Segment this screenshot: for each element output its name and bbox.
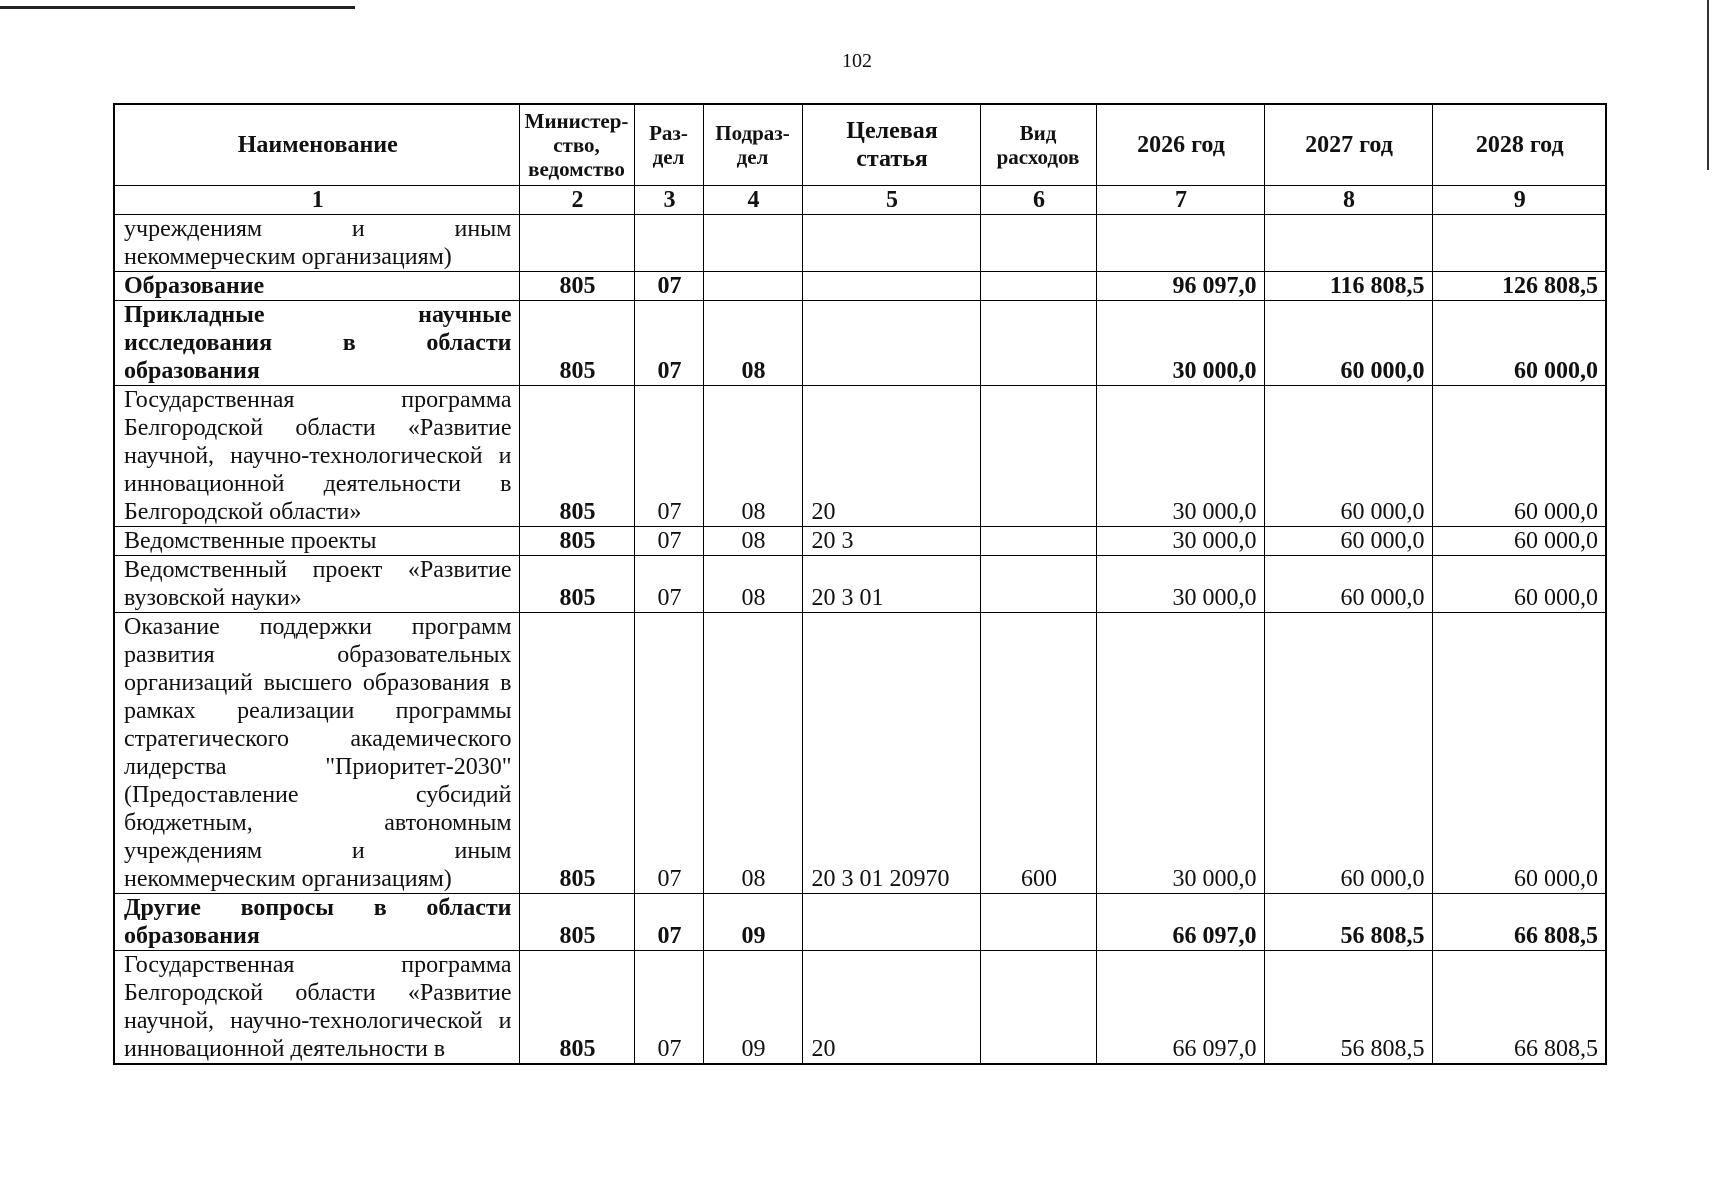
row-name: Государственная программа Белгородской области «Развитие научной, научно-технологической и инновационной деятельности в Белгородской области»: [114, 386, 519, 527]
table-row: [114, 951, 1606, 1065]
row-target-article: 20: [802, 386, 980, 527]
row-2027: 116 808,5: [1264, 272, 1432, 301]
header-expense-type: Вид расходов: [980, 104, 1096, 186]
row-ministry: 805: [519, 894, 634, 951]
row-2026: 30 000,0: [1096, 386, 1264, 527]
row-2026: 96 097,0: [1096, 272, 1264, 301]
row-section: 07: [634, 527, 703, 556]
row-2027: 60 000,0: [1264, 386, 1432, 527]
scan-edge-line-top: [0, 6, 355, 9]
column-number: 6: [980, 186, 1096, 215]
row-section: [634, 215, 703, 272]
column-number: 2: [519, 186, 634, 215]
row-ministry: 805: [519, 272, 634, 301]
header-section: Раз-дел: [634, 104, 703, 186]
row-section: 07: [634, 386, 703, 527]
row-subsection: 09: [703, 894, 802, 951]
table-row: [114, 272, 1606, 301]
row-ministry: 805: [519, 951, 634, 1065]
row-ministry: 805: [519, 556, 634, 613]
row-2027: 60 000,0: [1264, 301, 1432, 386]
row-2028: 60 000,0: [1432, 527, 1606, 556]
row-2026: 66 097,0: [1096, 951, 1264, 1065]
row-name: Государственная программа Белгородской области «Развитие научной, научно-технологической и инновационной деятельности в: [114, 951, 519, 1065]
row-expense-type: [980, 556, 1096, 613]
table-row: [114, 894, 1606, 951]
header-ministry: Министер-ство, ведомство: [519, 104, 634, 186]
header-2026: 2026 год: [1096, 104, 1264, 186]
row-target-article: 20 3: [802, 527, 980, 556]
header-subsection: Подраз-дел: [703, 104, 802, 186]
row-section: 07: [634, 613, 703, 894]
row-2028: 66 808,5: [1432, 951, 1606, 1065]
row-expense-type: [980, 215, 1096, 272]
row-subsection: [703, 215, 802, 272]
row-name: учреждениям и иным некоммерческим организациям): [114, 215, 519, 272]
row-2027: [1264, 215, 1432, 272]
budget-table: [113, 103, 1607, 1065]
row-name: Ведомственные проекты: [114, 527, 519, 556]
row-target-article: [802, 894, 980, 951]
row-2028: 60 000,0: [1432, 386, 1606, 527]
column-number: 5: [802, 186, 980, 215]
column-number: 7: [1096, 186, 1264, 215]
row-2027: 60 000,0: [1264, 527, 1432, 556]
row-ministry: 805: [519, 386, 634, 527]
row-subsection: 08: [703, 301, 802, 386]
row-expense-type: [980, 272, 1096, 301]
row-name: Ведомственный проект «Развитие вузовской науки»: [114, 556, 519, 613]
header-row: [114, 104, 1606, 186]
row-section: 07: [634, 951, 703, 1065]
row-expense-type: [980, 951, 1096, 1065]
row-subsection: 08: [703, 556, 802, 613]
column-number: 4: [703, 186, 802, 215]
table-row: [114, 301, 1606, 386]
row-2027: 60 000,0: [1264, 556, 1432, 613]
column-number: 8: [1264, 186, 1432, 215]
row-target-article: [802, 301, 980, 386]
row-2028: [1432, 215, 1606, 272]
row-name: Прикладные научные исследования в области образования: [114, 301, 519, 386]
row-2027: 60 000,0: [1264, 613, 1432, 894]
row-2026: [1096, 215, 1264, 272]
header-2028: 2028 год: [1432, 104, 1606, 186]
row-2028: 60 000,0: [1432, 556, 1606, 613]
header-name: Наименование: [114, 104, 519, 186]
row-2028: 60 000,0: [1432, 613, 1606, 894]
row-ministry: 805: [519, 301, 634, 386]
row-ministry: 805: [519, 527, 634, 556]
row-ministry: [519, 215, 634, 272]
table-row: [114, 527, 1606, 556]
table-row: [114, 215, 1606, 272]
row-2027: 56 808,5: [1264, 951, 1432, 1065]
row-2026: 30 000,0: [1096, 556, 1264, 613]
table-row: [114, 556, 1606, 613]
row-subsection: [703, 272, 802, 301]
row-2026: 30 000,0: [1096, 527, 1264, 556]
row-subsection: 08: [703, 527, 802, 556]
column-number: 9: [1432, 186, 1606, 215]
row-section: 07: [634, 894, 703, 951]
column-number-row: [114, 186, 1606, 215]
column-number: 3: [634, 186, 703, 215]
header-target-article: Целевая статья: [802, 104, 980, 186]
row-target-article: [802, 272, 980, 301]
row-expense-type: [980, 386, 1096, 527]
row-2026: 30 000,0: [1096, 613, 1264, 894]
row-target-article: [802, 215, 980, 272]
header-2027: 2027 год: [1264, 104, 1432, 186]
row-2028: 66 808,5: [1432, 894, 1606, 951]
row-subsection: 08: [703, 613, 802, 894]
row-section: 07: [634, 301, 703, 386]
table-row: [114, 386, 1606, 527]
row-section: 07: [634, 556, 703, 613]
row-name: Другие вопросы в области образования: [114, 894, 519, 951]
row-expense-type: [980, 894, 1096, 951]
row-name: Оказание поддержки программ развития образовательных организаций высшего образования в рамках реализации программы стратегического академического лидерства "Приоритет-2030" (Предоставление субсидий бюджетным, автономным учреждениям и иным некоммерческим организациям): [114, 613, 519, 894]
row-2028: 60 000,0: [1432, 301, 1606, 386]
row-2027: 56 808,5: [1264, 894, 1432, 951]
column-number: 1: [114, 186, 519, 215]
row-subsection: 08: [703, 386, 802, 527]
row-2026: 66 097,0: [1096, 894, 1264, 951]
row-2026: 30 000,0: [1096, 301, 1264, 386]
page-number: 102: [842, 50, 872, 72]
row-target-article: 20 3 01: [802, 556, 980, 613]
scan-edge-line-right: [1707, 0, 1709, 170]
row-name: Образование: [114, 272, 519, 301]
row-expense-type: [980, 301, 1096, 386]
row-subsection: 09: [703, 951, 802, 1065]
row-target-article: 20: [802, 951, 980, 1065]
row-expense-type: 600: [980, 613, 1096, 894]
row-target-article: 20 3 01 20970: [802, 613, 980, 894]
row-section: 07: [634, 272, 703, 301]
row-2028: 126 808,5: [1432, 272, 1606, 301]
row-expense-type: [980, 527, 1096, 556]
row-ministry: 805: [519, 613, 634, 894]
table-row: [114, 613, 1606, 894]
